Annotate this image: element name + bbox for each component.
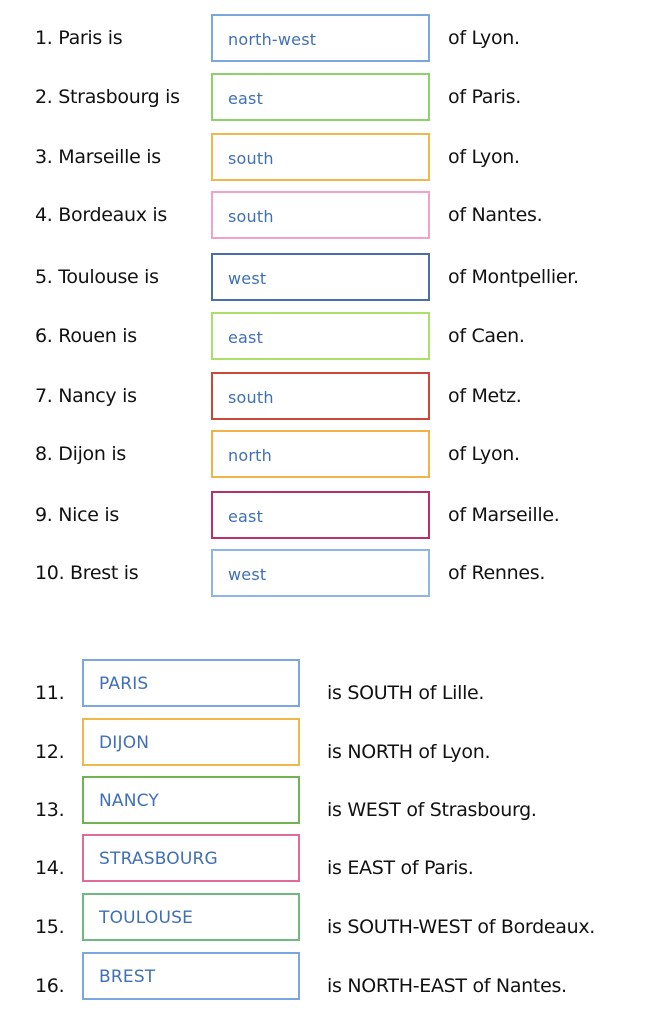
answer-value: north-west <box>228 30 317 49</box>
question-suffix: of Lyon. <box>448 146 520 168</box>
question-suffix: of Nantes. <box>448 204 543 226</box>
exercise-row <box>0 659 653 707</box>
question-prompt: 10. Brest is <box>35 562 139 584</box>
answer-value: NANCY <box>99 791 160 811</box>
answer-value: east <box>228 328 264 347</box>
question-prompt: 8. Dijon is <box>35 443 126 465</box>
exercise-row <box>0 893 653 941</box>
answer-value: south <box>228 207 274 226</box>
answer-value: west <box>228 565 267 584</box>
exercise-row <box>0 776 653 824</box>
question-prompt: 5. Toulouse is <box>35 266 159 288</box>
answer-value: south <box>228 388 274 407</box>
question-suffix: of Lyon. <box>448 27 520 49</box>
question-suffix: is NORTH-EAST of Nantes. <box>327 975 567 997</box>
question-suffix: is SOUTH-WEST of Bordeaux. <box>327 916 596 938</box>
question-number: 16. <box>35 975 65 997</box>
question-prompt: 6. Rouen is <box>35 325 137 347</box>
exercise-row <box>0 253 653 301</box>
exercise-row <box>0 549 653 597</box>
question-suffix: of Marseille. <box>448 504 560 526</box>
answer-value: BREST <box>99 967 156 987</box>
answer-value: north <box>228 446 272 465</box>
question-prompt: 2. Strasbourg is <box>35 86 180 108</box>
question-number: 11. <box>35 682 65 704</box>
exercise-row <box>0 14 653 62</box>
question-number: 13. <box>35 799 65 821</box>
exercise-row <box>0 430 653 478</box>
exercise-row <box>0 834 653 882</box>
question-number: 12. <box>35 741 65 763</box>
question-suffix: of Rennes. <box>448 562 546 584</box>
question-suffix: of Metz. <box>448 385 522 407</box>
question-prompt: 7. Nancy is <box>35 385 137 407</box>
answer-value: TOULOUSE <box>99 908 194 928</box>
answer-value: DIJON <box>99 733 150 753</box>
answer-value: south <box>228 149 274 168</box>
exercise-row <box>0 952 653 1000</box>
exercise-row <box>0 191 653 239</box>
answer-value: west <box>228 269 267 288</box>
question-prompt: 4. Bordeaux is <box>35 204 168 226</box>
question-suffix: of Caen. <box>448 325 525 347</box>
exercise-row <box>0 491 653 539</box>
exercise-row <box>0 372 653 420</box>
question-prompt: 9. Nice is <box>35 504 120 526</box>
question-number: 14. <box>35 857 65 879</box>
answer-value: PARIS <box>99 674 149 694</box>
exercise-row <box>0 718 653 766</box>
answer-value: east <box>228 507 264 526</box>
question-suffix: of Montpellier. <box>448 266 579 288</box>
question-prompt: 3. Marseille is <box>35 146 161 168</box>
question-suffix: is SOUTH of Lille. <box>327 682 485 704</box>
question-suffix: is EAST of Paris. <box>327 857 474 879</box>
question-suffix: is NORTH of Lyon. <box>327 741 491 763</box>
question-number: 15. <box>35 916 65 938</box>
exercise-row <box>0 312 653 360</box>
answer-value: STRASBOURG <box>99 849 218 869</box>
question-suffix: of Lyon. <box>448 443 520 465</box>
question-suffix: of Paris. <box>448 86 521 108</box>
exercise-row <box>0 73 653 121</box>
exercise-row <box>0 133 653 181</box>
answer-value: east <box>228 89 264 108</box>
question-prompt: 1. Paris is <box>35 27 123 49</box>
question-suffix: is WEST of Strasbourg. <box>327 799 537 821</box>
